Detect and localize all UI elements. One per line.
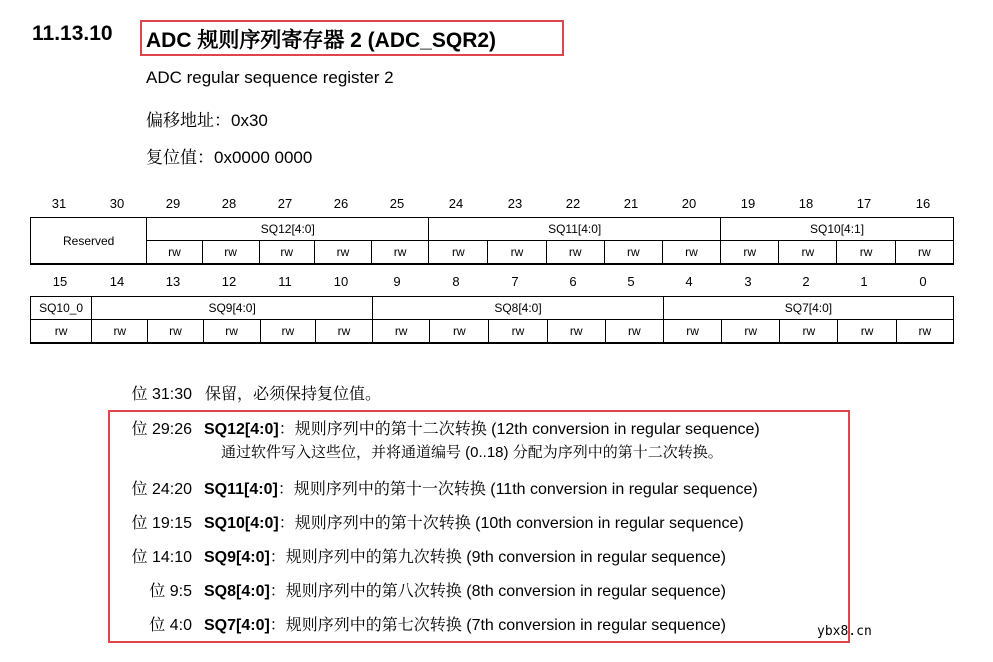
bit-label-19-15: 位 19:15 bbox=[131, 515, 192, 532]
upper-bit-16: 16 bbox=[915, 196, 931, 211]
upper-bit-24: 24 bbox=[448, 196, 464, 211]
field-sq7: SQ7[4:0] bbox=[663, 297, 953, 320]
lower-bit-10: 10 bbox=[333, 274, 349, 289]
upper-access-cell: rw bbox=[546, 241, 604, 265]
upper-bit-26: 26 bbox=[333, 196, 349, 211]
page-title: ADC 规则序列寄存器 2 (ADC_SQR2) bbox=[146, 29, 497, 52]
lower-access-cell: rw bbox=[31, 320, 92, 344]
field-sq12: SQ12[4:0] bbox=[147, 218, 429, 241]
section-number: 11.13.10 bbox=[32, 22, 113, 45]
upper-bit-31: 31 bbox=[51, 196, 67, 211]
field-text-sq12: ：规则序列中的第十二次转换 (12th conversion in regular sequence) bbox=[278, 421, 760, 438]
lower-bit-11: 11 bbox=[278, 274, 292, 289]
upper-access-cell: rw bbox=[837, 241, 895, 265]
upper-bit-27: 27 bbox=[277, 196, 293, 211]
upper-bit-18: 18 bbox=[798, 196, 814, 211]
lower-bit-2: 2 bbox=[802, 274, 810, 289]
field-sq11: SQ11[4:0] bbox=[429, 218, 721, 241]
upper-access-cell: rw bbox=[259, 241, 314, 265]
register-subtitle: ADC regular sequence register 2 bbox=[146, 68, 394, 87]
bit-detail-29-26: 通过软件写入这些位，并将通道编号 (0..18) 分配为序列中的第十二次转换。 bbox=[221, 444, 723, 461]
lower-bit-12: 12 bbox=[221, 274, 237, 289]
lower-access-cell: rw bbox=[430, 320, 489, 344]
upper-access-cell: rw bbox=[895, 241, 953, 265]
lower-access-cell: rw bbox=[92, 320, 148, 344]
field-reserved: Reserved bbox=[31, 218, 147, 265]
lower-bit-8: 8 bbox=[452, 274, 460, 289]
lower-access-cell: rw bbox=[489, 320, 547, 344]
field-sq10-0: SQ10_0 bbox=[31, 297, 92, 320]
lower-access-cell: rw bbox=[780, 320, 838, 344]
lower-access-cell: rw bbox=[838, 320, 896, 344]
field-text-sq11: ：规则序列中的第十一次转换 (11th conversion in regular sequence) bbox=[277, 481, 758, 498]
bit-desc-29-26 bbox=[204, 416, 760, 439]
lower-bit-13: 13 bbox=[165, 274, 181, 289]
bit-label-31-30: 位 31:30 bbox=[131, 386, 192, 403]
lower-bit-1: 1 bbox=[860, 274, 868, 289]
lower-access-cell: rw bbox=[547, 320, 605, 344]
lower-access-cell: rw bbox=[663, 320, 721, 344]
upper-access-cell: rw bbox=[488, 241, 546, 265]
lower-bit-4: 4 bbox=[685, 274, 693, 289]
lower-bit-9: 9 bbox=[393, 274, 401, 289]
field-sq9: SQ9[4:0] bbox=[92, 297, 373, 320]
lower-access-cell: rw bbox=[373, 320, 430, 344]
upper-bit-20: 20 bbox=[681, 196, 697, 211]
field-sq10-high: SQ10[4:1] bbox=[721, 218, 954, 241]
lower-bit-0: 0 bbox=[919, 274, 927, 289]
field-name-sq12: SQ12[4:0] bbox=[204, 421, 279, 438]
bit-desc-19-15 bbox=[204, 510, 744, 533]
offset-address: 偏移地址：0x30 bbox=[146, 111, 268, 130]
upper-access-cell: rw bbox=[429, 241, 488, 265]
lower-bit-6: 6 bbox=[569, 274, 577, 289]
bit-label-29-26: 位 29:26 bbox=[131, 421, 192, 438]
upper-bit-28: 28 bbox=[221, 196, 237, 211]
lower-access-cell: rw bbox=[148, 320, 203, 344]
upper-access-cell: rw bbox=[314, 241, 371, 265]
upper-access-cell: rw bbox=[604, 241, 662, 265]
upper-access-cell: rw bbox=[662, 241, 720, 265]
field-sq8: SQ8[4:0] bbox=[373, 297, 664, 320]
lower-access-cell: rw bbox=[722, 320, 780, 344]
upper-bit-17: 17 bbox=[856, 196, 872, 211]
upper-bit-22: 22 bbox=[565, 196, 581, 211]
lower-access-cell: rw bbox=[203, 320, 260, 344]
upper-access-cell: rw bbox=[779, 241, 837, 265]
field-text-sq7: ：规则序列中的第七次转换 (7th conversion in regular sequence) bbox=[269, 617, 726, 634]
bit-desc-14-10 bbox=[204, 544, 726, 567]
upper-access-cell: rw bbox=[147, 241, 202, 265]
lower-bit-7: 7 bbox=[511, 274, 519, 289]
register-lower-half bbox=[30, 296, 954, 344]
lower-bit-5: 5 bbox=[627, 274, 635, 289]
field-name-sq11: SQ11[4:0] bbox=[204, 481, 278, 498]
bit-desc-9-5 bbox=[204, 578, 726, 601]
register-upper-half bbox=[30, 217, 954, 265]
upper-access-cell: rw bbox=[372, 241, 429, 265]
field-name-sq7: SQ7[4:0] bbox=[204, 617, 270, 634]
field-text-sq10: ：规则序列中的第十次转换 (10th conversion in regular sequence) bbox=[278, 515, 744, 532]
upper-bit-23: 23 bbox=[507, 196, 523, 211]
upper-access-cell: rw bbox=[721, 241, 779, 265]
upper-bit-19: 19 bbox=[740, 196, 756, 211]
field-name-sq10: SQ10[4:0] bbox=[204, 515, 279, 532]
lower-access-cell: rw bbox=[896, 320, 953, 344]
upper-access-cell: rw bbox=[202, 241, 259, 265]
upper-bit-30: 30 bbox=[109, 196, 125, 211]
field-name-sq9: SQ9[4:0] bbox=[204, 549, 270, 566]
watermark: ybx8.cn bbox=[817, 624, 872, 639]
bit-desc-31-30: 保留，必须保持复位值。 bbox=[205, 386, 382, 403]
lower-access-cell: rw bbox=[315, 320, 372, 344]
lower-access-cell: rw bbox=[260, 320, 315, 344]
lower-bit-3: 3 bbox=[744, 274, 752, 289]
reset-value: 复位值：0x0000 0000 bbox=[146, 148, 313, 167]
lower-bit-14: 14 bbox=[109, 274, 125, 289]
bit-label-24-20: 位 24:20 bbox=[131, 481, 192, 498]
upper-bit-25: 25 bbox=[389, 196, 405, 211]
bit-desc-24-20 bbox=[204, 476, 758, 499]
upper-bit-29: 29 bbox=[165, 196, 181, 211]
upper-bit-21: 21 bbox=[623, 196, 639, 211]
bit-label-14-10: 位 14:10 bbox=[131, 549, 192, 566]
bit-label-4-0: 位 4:0 bbox=[149, 617, 192, 634]
lower-access-cell: rw bbox=[605, 320, 663, 344]
bit-label-9-5: 位 9:5 bbox=[149, 583, 192, 600]
field-text-sq8: ：规则序列中的第八次转换 (8th conversion in regular sequence) bbox=[269, 583, 726, 600]
field-text-sq9: ：规则序列中的第九次转换 (9th conversion in regular sequence) bbox=[269, 549, 726, 566]
bit-desc-4-0 bbox=[204, 612, 726, 635]
field-name-sq8: SQ8[4:0] bbox=[204, 583, 270, 600]
lower-bit-15: 15 bbox=[52, 274, 68, 289]
